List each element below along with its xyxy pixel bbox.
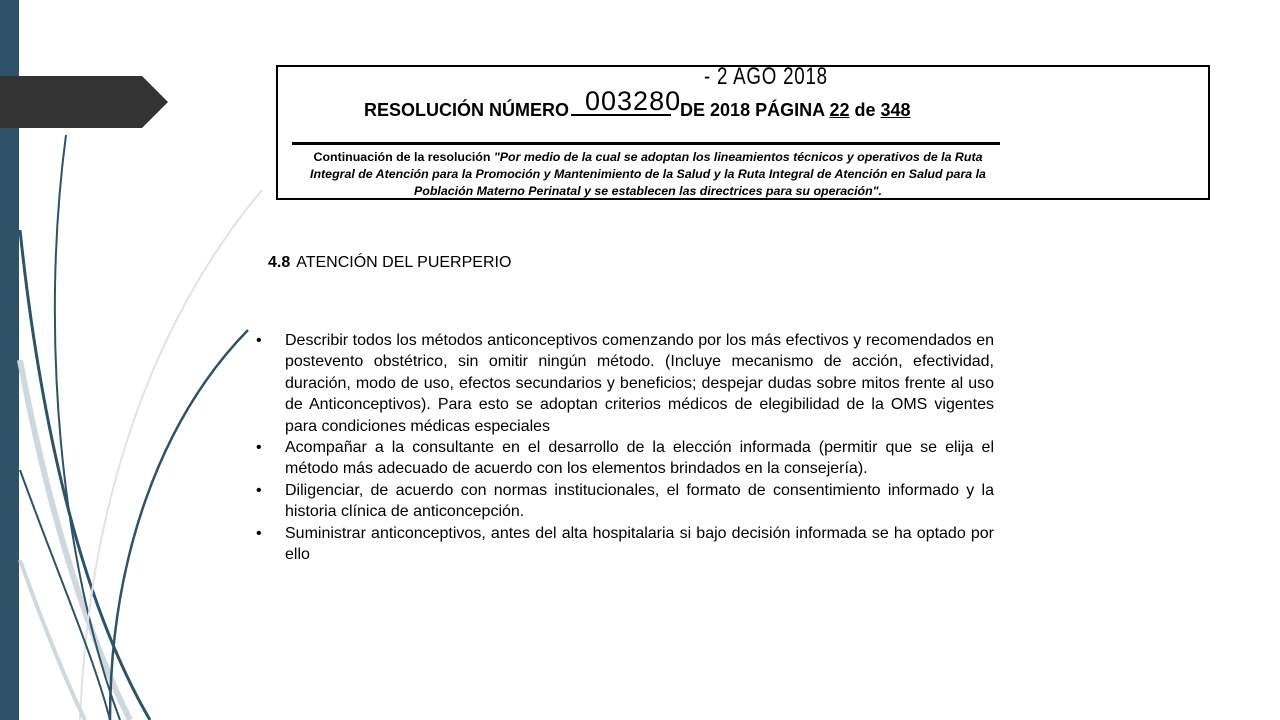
bullet-icon: •: [256, 439, 262, 457]
resolution-prefix: RESOLUCIÓN NÚMERO: [364, 100, 570, 120]
list-item: [254, 480, 994, 523]
section-title: ATENCIÓN DEL PUERPERIO: [296, 254, 512, 271]
page-of: de: [854, 100, 876, 120]
page-number: 22: [829, 100, 850, 120]
page-total: 348: [880, 100, 911, 120]
list-item-text: Suministrar anticonceptivos, antes del alta hospitalaria si bajo decisión informada se ha optado por ello: [285, 524, 994, 564]
bullet-icon: •: [256, 481, 262, 499]
resolution-number-stamp: 003280: [585, 86, 682, 116]
header-rule: [292, 142, 1000, 145]
list-item: [254, 437, 994, 480]
section-number: 4.8: [268, 254, 291, 271]
continuation-label: Continuación de la resolución: [313, 150, 491, 164]
section-heading: [268, 254, 511, 272]
bullet-icon: •: [256, 332, 262, 349]
continuation-title: "Por medio de la cual se adoptan los lineamientos técnicos y operativos de la Ruta Integral de Atención para la Promoción y Mantenimiento de la Salud y la Ruta Integral de Atención en Salud para la Población Materno Perinatal y se establecen las directrices para su operación".: [310, 150, 986, 198]
list-item-text: Diligenciar, de acuerdo con normas institucionales, el formato de consentimiento informado y la historia clínica de anticoncepción.: [285, 481, 994, 521]
date-stamp: - 2 AGO 2018: [704, 63, 828, 90]
resolution-line: [364, 100, 911, 121]
list-item-text: Describir todos los métodos anticonceptivos comenzando por los más efectivos y recomendados en postevento obstétrico, sin omitir ningún método. (Incluye mecanismo de acción, efectividad, duración, modo de uso, efectos secundarios y beneficios; despejar dudas sobre mitos frente al uso de Anticonceptivos). Para esto se adoptan criterios médicos de elegibilidad de la OMS vigentes para condiciones médicas especiales: [285, 332, 994, 435]
continuation-text: [294, 149, 1002, 200]
resolution-header-box: [276, 65, 1210, 200]
list-item-text: Acompañar a la consultante en el desarrollo de la elección informada (permitir que se elija el método más adecuado de acuerdo con los elementos brindados en la consejería).: [285, 439, 994, 478]
bullet-list: [254, 330, 994, 565]
list-item: [254, 330, 994, 437]
title-tab-arrow: [0, 76, 168, 128]
bullet-icon: •: [256, 524, 262, 542]
resolution-year: DE 2018 PÁGINA: [680, 100, 825, 120]
resolution-number-blank: [571, 100, 671, 116]
list-item: [254, 523, 994, 566]
